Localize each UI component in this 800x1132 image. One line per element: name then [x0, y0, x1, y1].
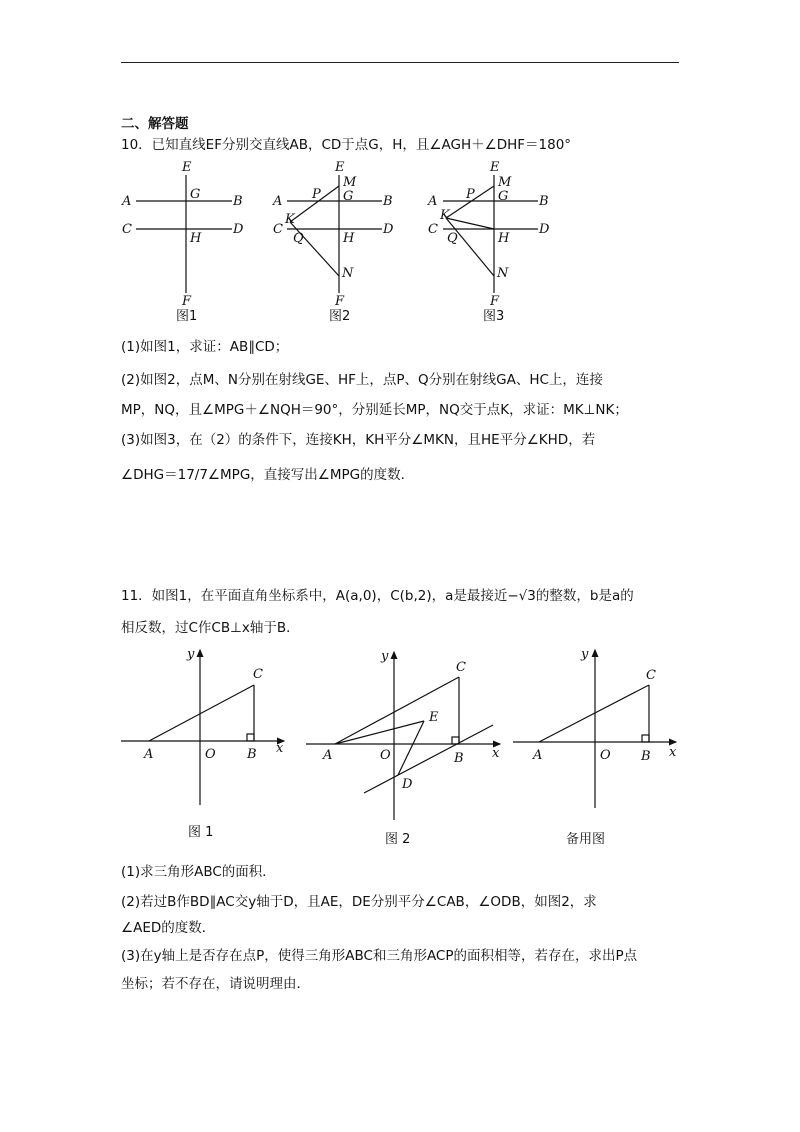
q10-part-3-line2: ∠DHG＝17/7∠MPG，直接写出∠MPG的度数． [121, 467, 415, 483]
label-Q: Q [293, 231, 304, 246]
caption-q11-spare: 备用图 [566, 832, 606, 847]
label-H: H [190, 231, 202, 246]
caption-fig1: 图1 [176, 309, 198, 324]
q10-part-2-line1: (2)如图2，点M、N分别在射线GE、HF上，点P、Q分别在射线GA、HC上，连接 [121, 372, 603, 388]
label-F: F [182, 294, 192, 309]
caption-q11-fig2: 图 2 [385, 832, 411, 847]
label-C: C [253, 667, 263, 682]
q10-part-1: (1)如图1，求证：AB∥CD； [121, 339, 289, 355]
section-heading: 二、解答题 [121, 116, 189, 132]
label-C: C [428, 222, 438, 237]
label-C: C [456, 660, 466, 675]
q10-part-2-line2: MP，NQ，且∠MPG＋∠NQH＝90°，分别延长MP，NQ交于点K，求证：MK⊥NK； [121, 402, 628, 418]
label-C: C [646, 668, 656, 683]
label-B: B [539, 194, 549, 209]
label-E: E [490, 160, 500, 175]
label-E: E [182, 160, 192, 175]
label-E: E [335, 160, 345, 175]
label-A: A [428, 194, 438, 209]
q11-stem-line2: 相反数，过C作CB⊥x轴于B． [121, 620, 300, 636]
label-B: B [247, 747, 257, 762]
label-B: B [641, 749, 651, 764]
label-A: A [144, 747, 154, 762]
label-B: B [454, 751, 464, 766]
q11-stem-line1: 11．如图1，在平面直角坐标系中，A(a,0)，C(b,2)，a是最接近−√3的整数，b是a的 [121, 588, 634, 604]
label-B: B [233, 194, 243, 209]
label-A: A [273, 194, 283, 209]
label-N: N [497, 266, 509, 281]
label-A: A [533, 748, 543, 763]
q11-part-2-line2: ∠AED的度数． [121, 920, 216, 936]
label-C: C [273, 222, 283, 237]
label-y: y [187, 647, 195, 662]
q11-part-3-line2: 坐标；若不存在，请说明理由． [121, 976, 310, 992]
label-O: O [380, 748, 391, 763]
label-O: O [600, 748, 611, 763]
label-x: x [492, 746, 500, 761]
label-D: D [383, 222, 394, 237]
label-M: M [498, 175, 512, 190]
label-D: D [539, 222, 550, 237]
label-F: F [490, 294, 500, 309]
label-K: K [440, 208, 450, 223]
caption-q11-fig1: 图 1 [188, 825, 214, 840]
q11-part-1: (1)求三角形ABC的面积． [121, 864, 276, 880]
label-C: C [122, 222, 132, 237]
label-H: H [343, 231, 355, 246]
label-B: B [383, 194, 393, 209]
label-y: y [581, 647, 589, 662]
label-G: G [498, 189, 509, 204]
label-G: G [190, 187, 201, 202]
label-A: A [323, 748, 333, 763]
label-O: O [205, 747, 216, 762]
label-x: x [276, 741, 284, 756]
label-M: M [343, 175, 357, 190]
label-H: H [498, 231, 510, 246]
label-P: P [312, 187, 321, 202]
label-G: G [343, 189, 354, 204]
q10-part-3-line1: (3)如图3，在（2）的条件下，连接KH，KH平分∠MKN，且HE平分∠KHD，若 [121, 432, 596, 448]
q10-stem: 10．已知直线EF分别交直线AB，CD于点G，H，且∠AGH＋∠DHF＝180° [121, 137, 572, 153]
label-y: y [381, 649, 389, 664]
label-D: D [233, 222, 244, 237]
label-A: A [122, 194, 132, 209]
label-Q: Q [447, 231, 458, 246]
label-E: E [429, 710, 439, 725]
q11-part-2-line1: (2)若过B作BD∥AC交y轴于D，且AE，DE分别平分∠CAB，∠ODB，如图2，求 [121, 894, 597, 910]
caption-fig2: 图2 [329, 309, 351, 324]
label-D: D [402, 777, 413, 792]
label-N: N [342, 266, 354, 281]
q11-part-3-line1: (3)在y轴上是否存在点P，使得三角形ABC和三角形ACP的面积相等，若存在，求出P点 [121, 948, 638, 964]
label-x: x [669, 745, 677, 760]
label-P: P [466, 187, 475, 202]
label-K: K [285, 212, 295, 227]
label-F: F [335, 294, 345, 309]
caption-fig3: 图3 [483, 309, 505, 324]
